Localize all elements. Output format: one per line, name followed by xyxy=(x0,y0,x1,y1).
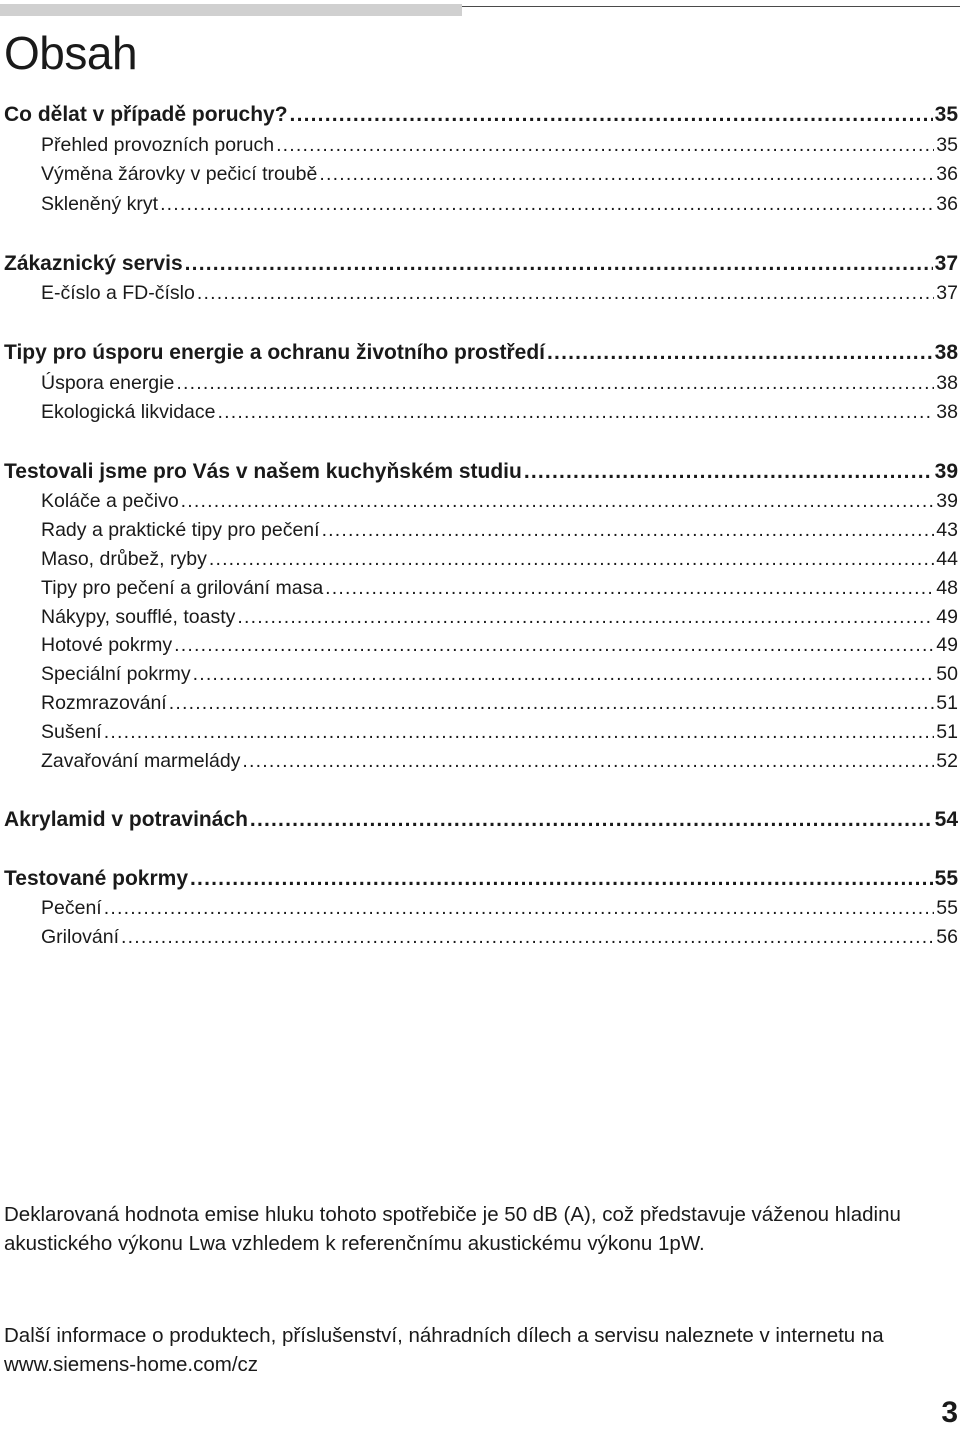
toc-dot-leader xyxy=(319,159,934,189)
toc-dot-leader xyxy=(193,659,935,689)
toc-section-entry xyxy=(4,249,958,279)
toc-subsection-entry xyxy=(41,573,958,603)
toc-subsection-entry xyxy=(41,893,958,923)
toc-entry-page: 49 xyxy=(936,634,958,656)
toc-dot-leader xyxy=(181,486,935,516)
toc-entry-label: E-číslo a FD-číslo xyxy=(41,282,195,304)
toc-entry-label: Tipy pro úsporu energie a ochranu životního prostředí xyxy=(4,341,546,364)
toc-entry-page: 51 xyxy=(936,692,958,714)
toc-subsection-entry xyxy=(41,486,958,516)
toc-subsection-entry xyxy=(41,717,958,747)
toc-entry-label: Rady a praktické tipy pro pečení xyxy=(41,519,320,541)
toc-dot-leader xyxy=(104,717,935,747)
more-info-note: Další informace o produktech, příslušenství, náhradních dílech a servisu naleznete v internetu na www.siemens-home.com/cz xyxy=(4,1324,884,1376)
toc-entry-page: 39 xyxy=(936,490,958,512)
toc-section-entry xyxy=(4,100,958,130)
toc-entry-page: 50 xyxy=(936,663,958,685)
toc-dot-leader xyxy=(121,922,934,952)
header-rule xyxy=(462,6,960,7)
toc-entry-label: Maso, drůbež, ryby xyxy=(41,548,207,570)
toc-dot-leader xyxy=(237,602,934,632)
toc-entry-page: 35 xyxy=(936,134,958,156)
header-bar xyxy=(0,4,462,16)
toc-entry-page: 38 xyxy=(934,341,958,364)
toc-dot-leader xyxy=(185,249,933,279)
toc-subsection-entry xyxy=(41,746,958,776)
toc-subsection-entry xyxy=(41,688,958,718)
toc-entry-label: Sušení xyxy=(41,721,102,743)
toc-subsection-entry xyxy=(41,922,958,952)
toc-entry-label: Testovali jsme pro Vás v našem kuchyňském studiu xyxy=(4,460,522,483)
toc-entry-label: Hotové pokrmy xyxy=(41,634,173,656)
toc-dot-leader xyxy=(290,100,933,130)
toc-entry-page: 37 xyxy=(936,282,958,304)
toc-entry-page: 51 xyxy=(936,721,958,743)
toc-subsection-entry xyxy=(41,630,958,660)
toc-entry-label: Testované pokrmy xyxy=(4,867,189,890)
toc-entry-page: 35 xyxy=(934,103,958,126)
toc-entry-label: Rozmrazování xyxy=(41,692,167,714)
toc-entry-label: Speciální pokrmy xyxy=(41,663,191,685)
page-number: 3 xyxy=(941,1396,958,1429)
toc-entry-page: 54 xyxy=(934,808,958,831)
page-title: Obsah xyxy=(4,27,138,79)
toc-entry-page: 49 xyxy=(936,606,958,628)
toc-dot-leader xyxy=(160,189,934,219)
toc-entry-label: Výměna žárovky v pečicí troubě xyxy=(41,163,318,185)
toc-entry-label: Úspora energie xyxy=(41,372,175,394)
toc-section-entry xyxy=(4,864,958,894)
toc-dot-leader xyxy=(174,630,934,660)
toc-entry-page: 55 xyxy=(936,897,958,919)
toc-dot-leader xyxy=(176,368,934,398)
toc-section-entry xyxy=(4,805,958,835)
toc-section-entry xyxy=(4,457,958,487)
toc-dot-leader xyxy=(209,544,934,574)
toc-dot-leader xyxy=(169,688,935,718)
toc-subsection-entry xyxy=(41,189,958,219)
toc-entry-label: Co dělat v případě poruchy? xyxy=(4,103,288,126)
toc-entry-label: Koláče a pečivo xyxy=(41,490,179,512)
toc-entry-label: Ekologická likvidace xyxy=(41,401,216,423)
toc-dot-leader xyxy=(250,805,933,835)
toc-subsection-entry xyxy=(41,278,958,308)
toc-entry-label: Tipy pro pečení a grilování masa xyxy=(41,577,324,599)
toc-section-entry xyxy=(4,338,958,368)
toc-entry-page: 48 xyxy=(936,577,958,599)
toc-subsection-entry xyxy=(41,130,958,160)
toc-dot-leader xyxy=(104,893,935,923)
toc-subsection-entry xyxy=(41,544,958,574)
noise-emission-note: Deklarovaná hodnota emise hluku tohoto spotřebiče je 50 dB (A), což představuje váženou hladinu akustického výkonu Lwa vzhledem k referenčnímu akustickému výkonu 1pW. xyxy=(4,1203,901,1255)
toc-subsection-entry xyxy=(41,368,958,398)
toc-entry-label: Grilování xyxy=(41,926,120,948)
toc-subsection-entry xyxy=(41,659,958,689)
toc-entry-page: 44 xyxy=(936,548,958,570)
toc-subsection-entry xyxy=(41,515,958,545)
toc-entry-label: Skleněný kryt xyxy=(41,193,159,215)
toc-entry-page: 38 xyxy=(936,401,958,423)
toc-entry-label: Nákypy, soufflé, toasty xyxy=(41,606,236,628)
toc-dot-leader xyxy=(218,397,935,427)
toc-subsection-entry xyxy=(41,397,958,427)
toc-dot-leader xyxy=(322,515,935,545)
toc-dot-leader xyxy=(325,573,934,603)
toc-dot-leader xyxy=(276,130,934,160)
toc-subsection-entry xyxy=(41,159,958,189)
toc-entry-page: 37 xyxy=(934,252,958,275)
toc-dot-leader xyxy=(524,457,933,487)
toc-dot-leader xyxy=(197,278,934,308)
toc-entry-page: 56 xyxy=(936,926,958,948)
toc-subsection-entry xyxy=(41,602,958,632)
toc-entry-page: 39 xyxy=(934,460,958,483)
toc-entry-label: Zákaznický servis xyxy=(4,252,183,275)
toc-entry-label: Zavařování marmelády xyxy=(41,750,241,772)
toc-entry-label: Pečení xyxy=(41,897,102,919)
toc-entry-page: 38 xyxy=(936,372,958,394)
toc-entry-label: Přehled provozních poruch xyxy=(41,134,275,156)
toc-dot-leader xyxy=(190,864,933,894)
toc-dot-leader xyxy=(547,338,933,368)
toc-entry-page: 36 xyxy=(936,193,958,215)
toc-entry-page: 43 xyxy=(936,519,958,541)
toc-entry-page: 36 xyxy=(936,163,958,185)
toc-entry-page: 55 xyxy=(934,867,958,890)
toc-entry-page: 52 xyxy=(936,750,958,772)
toc-dot-leader xyxy=(242,746,934,776)
toc-entry-label: Akrylamid v potravinách xyxy=(4,808,248,831)
